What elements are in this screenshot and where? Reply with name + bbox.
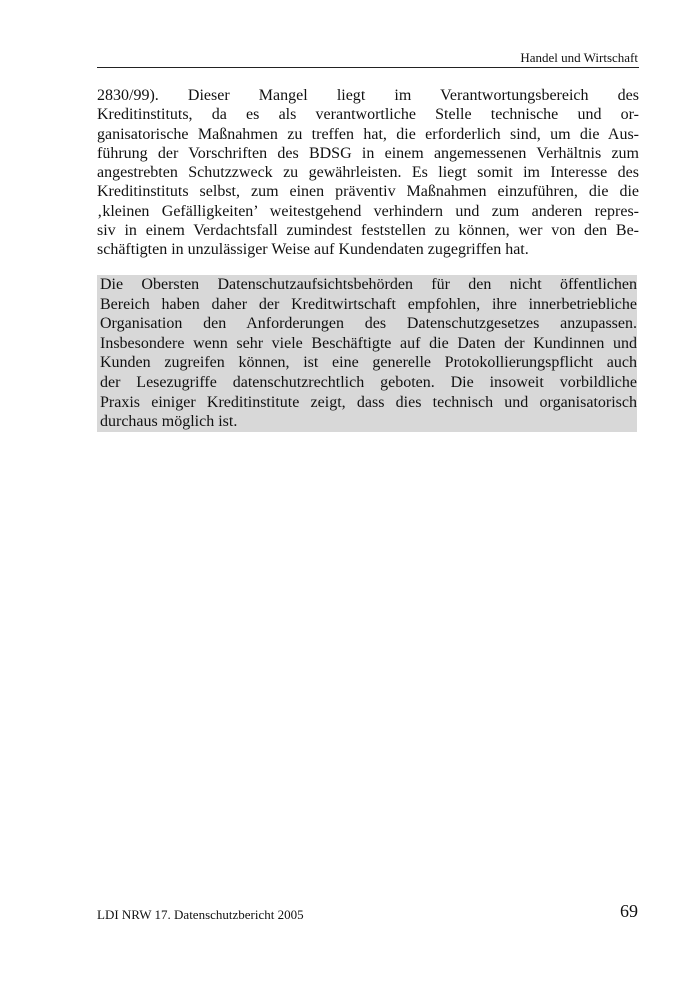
text-line: Insbesondere wenn sehr viele Beschäftigte auf die Daten der Kundinnen und <box>100 334 637 352</box>
text-line: schäftigten in unzulässiger Weise auf Kundendaten zugegriffen hat. <box>97 241 529 259</box>
running-header: Handel und Wirtschaft <box>520 50 638 65</box>
text-line: Bereich haben daher der Kreditwirtschaft empfohlen, ihre innerbetriebliche <box>100 295 637 313</box>
header-divider <box>97 67 639 68</box>
text-line: Kunden zugreifen können, ist eine generelle Protokollierungspflicht auch <box>100 354 637 372</box>
text-line: Kreditinstituts, da es als verantwortliche Stelle technische und or- <box>97 106 639 124</box>
text-line: siv in einem Verdachtsfall zumindest feststellen zu können, wer von den Be- <box>97 222 639 240</box>
text-line: führung der Vorschriften des BDSG in einem angemessenen Verhältnis zum <box>97 144 639 162</box>
text-line: ganisatorische Maßnahmen zu treffen hat, die erforderlich sind, um die Aus- <box>97 125 639 143</box>
text-line: 2830/99). Dieser Mangel liegt im Verantwortungsbereich des <box>97 87 639 104</box>
body-paragraph-1 <box>97 86 639 260</box>
text-line: der Lesezugriffe datenschutzrechtlich geboten. Die insoweit vorbildliche <box>100 373 637 391</box>
text-line: Kreditinstituts selbst, zum einen präventiv Maßnahmen einzuführen, die die <box>97 183 639 201</box>
text-line: Organisation den Anforderungen des Datenschutzgesetzes anzupassen. <box>100 315 637 333</box>
text-line: Praxis einiger Kreditinstitute zeigt, dass dies technisch und organisatorisch <box>100 393 637 411</box>
running-footer: LDI NRW 17. Datenschutzbericht 2005 <box>97 907 304 922</box>
text-line: angestrebten Schutzzweck zu gewährleisten. Es liegt somit im Interesse des <box>97 164 639 182</box>
highlighted-paragraph <box>97 275 637 432</box>
page-number: 69 <box>620 901 638 921</box>
text-line: ‚kleinen Gefälligkeiten’ weitestgehend verhindern und zum anderen repres- <box>97 202 639 220</box>
text-line: Die Obersten Datenschutzaufsichtsbehörden für den nicht öffentlichen <box>100 276 637 293</box>
text-line: durchaus möglich ist. <box>100 413 238 431</box>
